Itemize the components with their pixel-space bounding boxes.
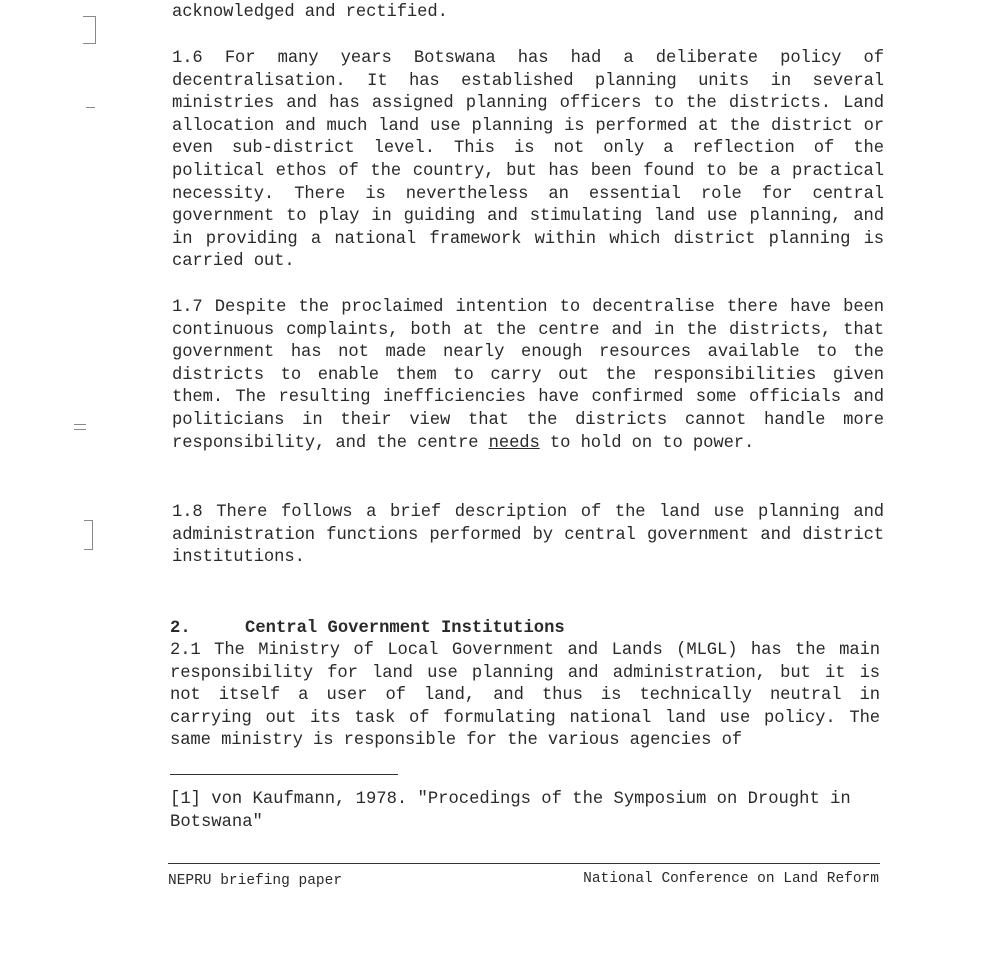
footnote-rule bbox=[170, 774, 398, 775]
paragraph-1-7-part-1: 1.7 Despite the proclaimed intention to decentralise there have been continuous complaints, both at the centre and in the districts, that government has not made nearly enough resources available to the districts to enable them to carry out the responsibilities given them. The resulting inefficiencies have confirmed some officials and politicians in their view that the districts cannot handle more responsibility, and the centre bbox=[172, 298, 884, 453]
footer-left: NEPRU briefing paper bbox=[168, 873, 343, 889]
binding-mark-1 bbox=[83, 16, 96, 44]
footnote bbox=[170, 789, 882, 834]
paragraph-1-7-underlined: needs bbox=[488, 433, 540, 453]
paragraph-1-6 bbox=[172, 48, 884, 274]
paragraph-1-8-text: 1.8 There follows a brief description of the land use planning and administration functions performed by central government and district institutions. bbox=[172, 503, 884, 568]
section-heading bbox=[170, 618, 565, 641]
binding-mark-2 bbox=[86, 107, 95, 108]
top-line bbox=[172, 2, 884, 25]
paragraph-1-7-part-2: to hold on to power. bbox=[539, 433, 755, 453]
section-title: Central Government Institutions bbox=[245, 619, 565, 638]
paragraph-1-8 bbox=[172, 502, 884, 570]
paragraph-1-6-text: 1.6 For many years Botswana has had a deliberate policy of decentralisation. It has established planning units in several ministries and has assigned planning officers to the districts. Land allocation and much land use planning is performed at the district or even sub-district level. This is not only a reflection of the political ethos of the country, but has been found to be a practical necessity. There is nevertheless an essential role for central government to play in guiding and stimulating land use planning, and in providing a national framework within which district planning is carried out. bbox=[172, 49, 884, 272]
footnote-text: [1] von Kaufmann, 1978. "Procedings of the Symposium on Drought in Botswana" bbox=[170, 790, 851, 832]
top-line-text: acknowledged and rectified. bbox=[172, 3, 448, 22]
paragraph-1-7-text bbox=[172, 297, 884, 455]
footer-rule bbox=[168, 863, 880, 864]
paragraph-2-1-text: 2.1 The Ministry of Local Government and Lands (MLGL) has the main responsibility for land use planning and administration, but it is not itself a user of land, and thus is technically neutral in carrying out its task of formulating national land use policy. The same ministry is responsible for the various agencies of bbox=[170, 641, 880, 751]
section-number: 2. bbox=[170, 619, 191, 638]
binding-mark-3 bbox=[74, 424, 86, 430]
paragraph-2-1 bbox=[170, 640, 880, 753]
footer-right: National Conference on Land Reform bbox=[583, 871, 879, 887]
paragraph-1-7 bbox=[172, 297, 884, 455]
binding-mark-4 bbox=[84, 520, 93, 550]
